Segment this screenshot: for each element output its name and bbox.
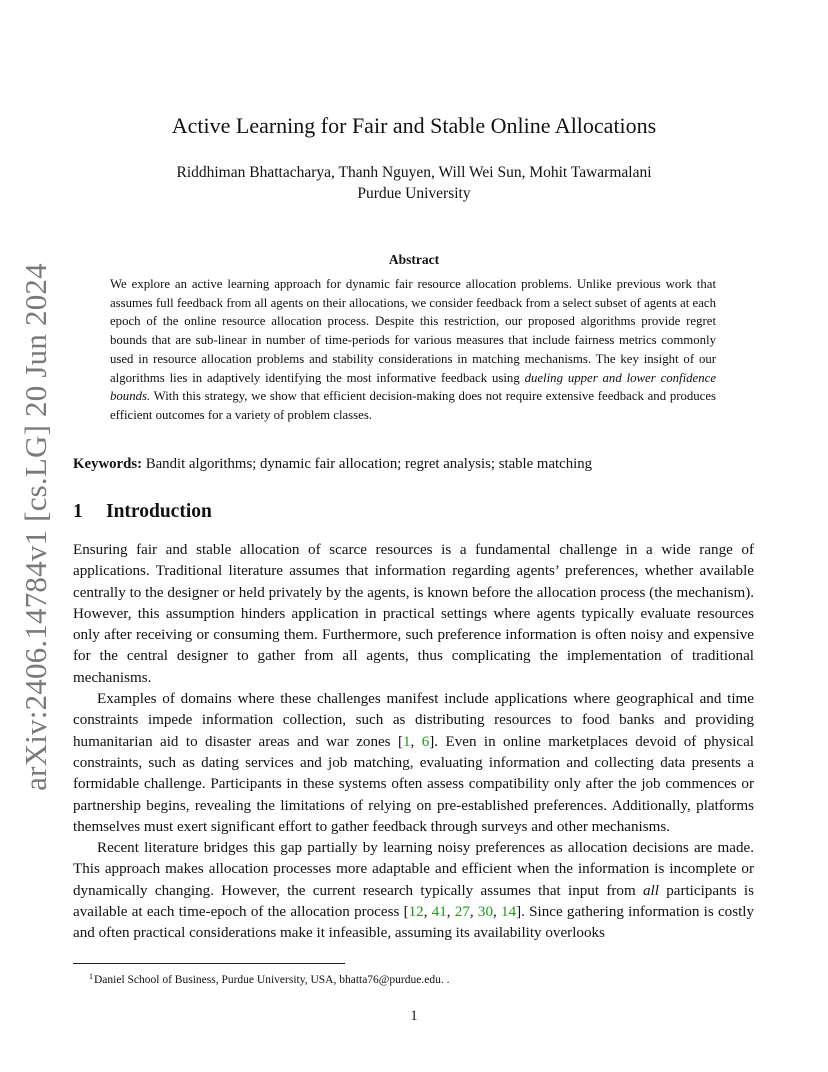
citation-link[interactable]: 14 xyxy=(501,904,517,921)
keywords-label: Keywords: xyxy=(73,456,143,472)
abstract-body xyxy=(110,275,716,425)
citation-link[interactable]: 6 xyxy=(421,733,430,750)
paragraph-3-text-a: Recent literature bridges this gap partially by learning noisy preferences as allocation decisions are made. This approach makes allocation processes more adaptable and efficient when the information is incomplete or dynamically changing. However, the current research typically assumes that input from xyxy=(73,840,754,899)
paragraph-2-text-a: Examples of domains where these challenges manifest include applications where geographical and time constraints impede information collection, such as distributing resources to food banks and providing humanitarian aid to disaster areas and war zones [ xyxy=(73,691,754,750)
citation-link[interactable]: 30 xyxy=(477,904,494,921)
paragraph-2: Examples of domains where these challenges manifest include applications where geographical and time constraints impede information collection, such as distributing resources to food banks and providing humanitarian aid to disaster areas and war zones [1, 6]. Even in online marketplaces devoid of physical constraints, such as dating services and job matching, evaluating information and collecting data presents a formidable challenge. Participants in these systems often assess compatibility only after the job commences or partnership begins, revealing the limitations of relying on pre-established preferences. Additionally, platforms themselves must exert significant effort to gather feedback through surveys and other mechanisms. xyxy=(73,691,754,835)
footnote-rule xyxy=(73,963,345,964)
paragraph-3: Recent literature bridges this gap partially by learning noisy preferences as allocation decisions are made. This approach makes allocation processes more adaptable and efficient when the information is incomplete or dynamically changing. However, the current research typically assumes that input from all participants is available at each time-epoch of the allocation process [12, 41, 27, 30, 14]. Since gathering information is costly and often practical considerations make it infeasible, assuming its availability overlooks xyxy=(73,840,755,942)
section-heading xyxy=(73,499,212,525)
abstract-emphasis: dueling upper and lower confidence bounds. xyxy=(110,370,716,404)
abstract-heading: Abstract xyxy=(388,252,440,267)
paragraph-3-emphasis: all xyxy=(642,882,659,899)
section-number: 1 xyxy=(73,501,83,522)
paper-title: Active Learning for Fair and Stable Online Allocations xyxy=(171,113,657,138)
keywords-text: Bandit algorithms; dynamic fair allocation; regret analysis; stable matching xyxy=(145,456,592,472)
page-number: 1 xyxy=(410,1008,418,1024)
affiliation: Purdue University xyxy=(357,185,471,202)
citation-link[interactable]: 12 xyxy=(408,904,424,921)
arxiv-identifier: arXiv:2406.14784v1 [cs.LG] 20 Jun 2024 xyxy=(18,263,53,791)
paragraph-1: Ensuring fair and stable allocation of scarce resources is a fundamental challenge in a wide range of applications. Traditional literature assumes that information regarding agents’ preferences, whether available centrally to the designer or held privately by the agents, is known before the allocation process (the mechanism). However, this assumption hinders application in practical settings where agents typically evaluate resources only after receiving or consuming them. Furthermore, such preference information is often noisy and expensive for the central designer to gather from all agents, thus complicating the implementation of traditional mechanisms. xyxy=(73,542,754,686)
abstract-text-1: We explore an active learning approach for dynamic fair resource allocation problems. Unlike previous work that assumes full feedback from all agents on their allocations, we consider feedback from a select subset of agents at each epoch of the online resource allocation process. Despite this restriction, our proposed algorithms provide regret bounds that are sub-linear in number of time-periods for various measures that include fairness metrics commonly used in resource allocation problems and stability considerations in matching mechanisms. The key insight of our algorithms lies in adaptively identifying the most informative feedback using xyxy=(110,277,716,385)
keywords xyxy=(73,454,763,474)
paragraph-3-text-b: participants is available at each time-epoch of the allocation process [ xyxy=(73,882,754,921)
footnote-text: Daniel School of Business, Purdue University, USA, bhatta76@purdue.edu. . xyxy=(94,974,450,986)
footnote-mark: 1 xyxy=(89,972,93,981)
arxiv-stamp xyxy=(16,263,56,791)
footnote xyxy=(89,969,749,988)
abstract-text-2: With this strategy, we show that efficient decision-making does not require extensive feedback and produces efficient outcomes for a variety of problem classes. xyxy=(110,389,717,422)
author-list: Riddhiman Bhattacharya, Thanh Nguyen, Will Wei Sun, Mohit Tawarmalani xyxy=(176,164,652,181)
citation-link[interactable]: 41 xyxy=(431,904,447,921)
body-text xyxy=(73,540,754,945)
citation-link[interactable]: 27 xyxy=(454,904,470,921)
citation-link[interactable]: 1 xyxy=(403,733,411,750)
paragraph-2-text-b: ]. Even in online marketplaces devoid of physical constraints, such as dating services and job matching, evaluating information and collecting data presents a formidable challenge. Participants in these systems often assess compatibility only after the job commences or partnership begins, revealing the limitations of relying on pre-established preferences. Additionally, platforms themselves must exert significant effort to gather feedback through surveys and other mechanisms. xyxy=(73,733,754,835)
paragraph-3-text-c: ]. Since gathering information is costly and often practical considerations make it infeasible, assuming its availability overlooks xyxy=(73,904,755,942)
section-title: Introduction xyxy=(106,501,212,522)
